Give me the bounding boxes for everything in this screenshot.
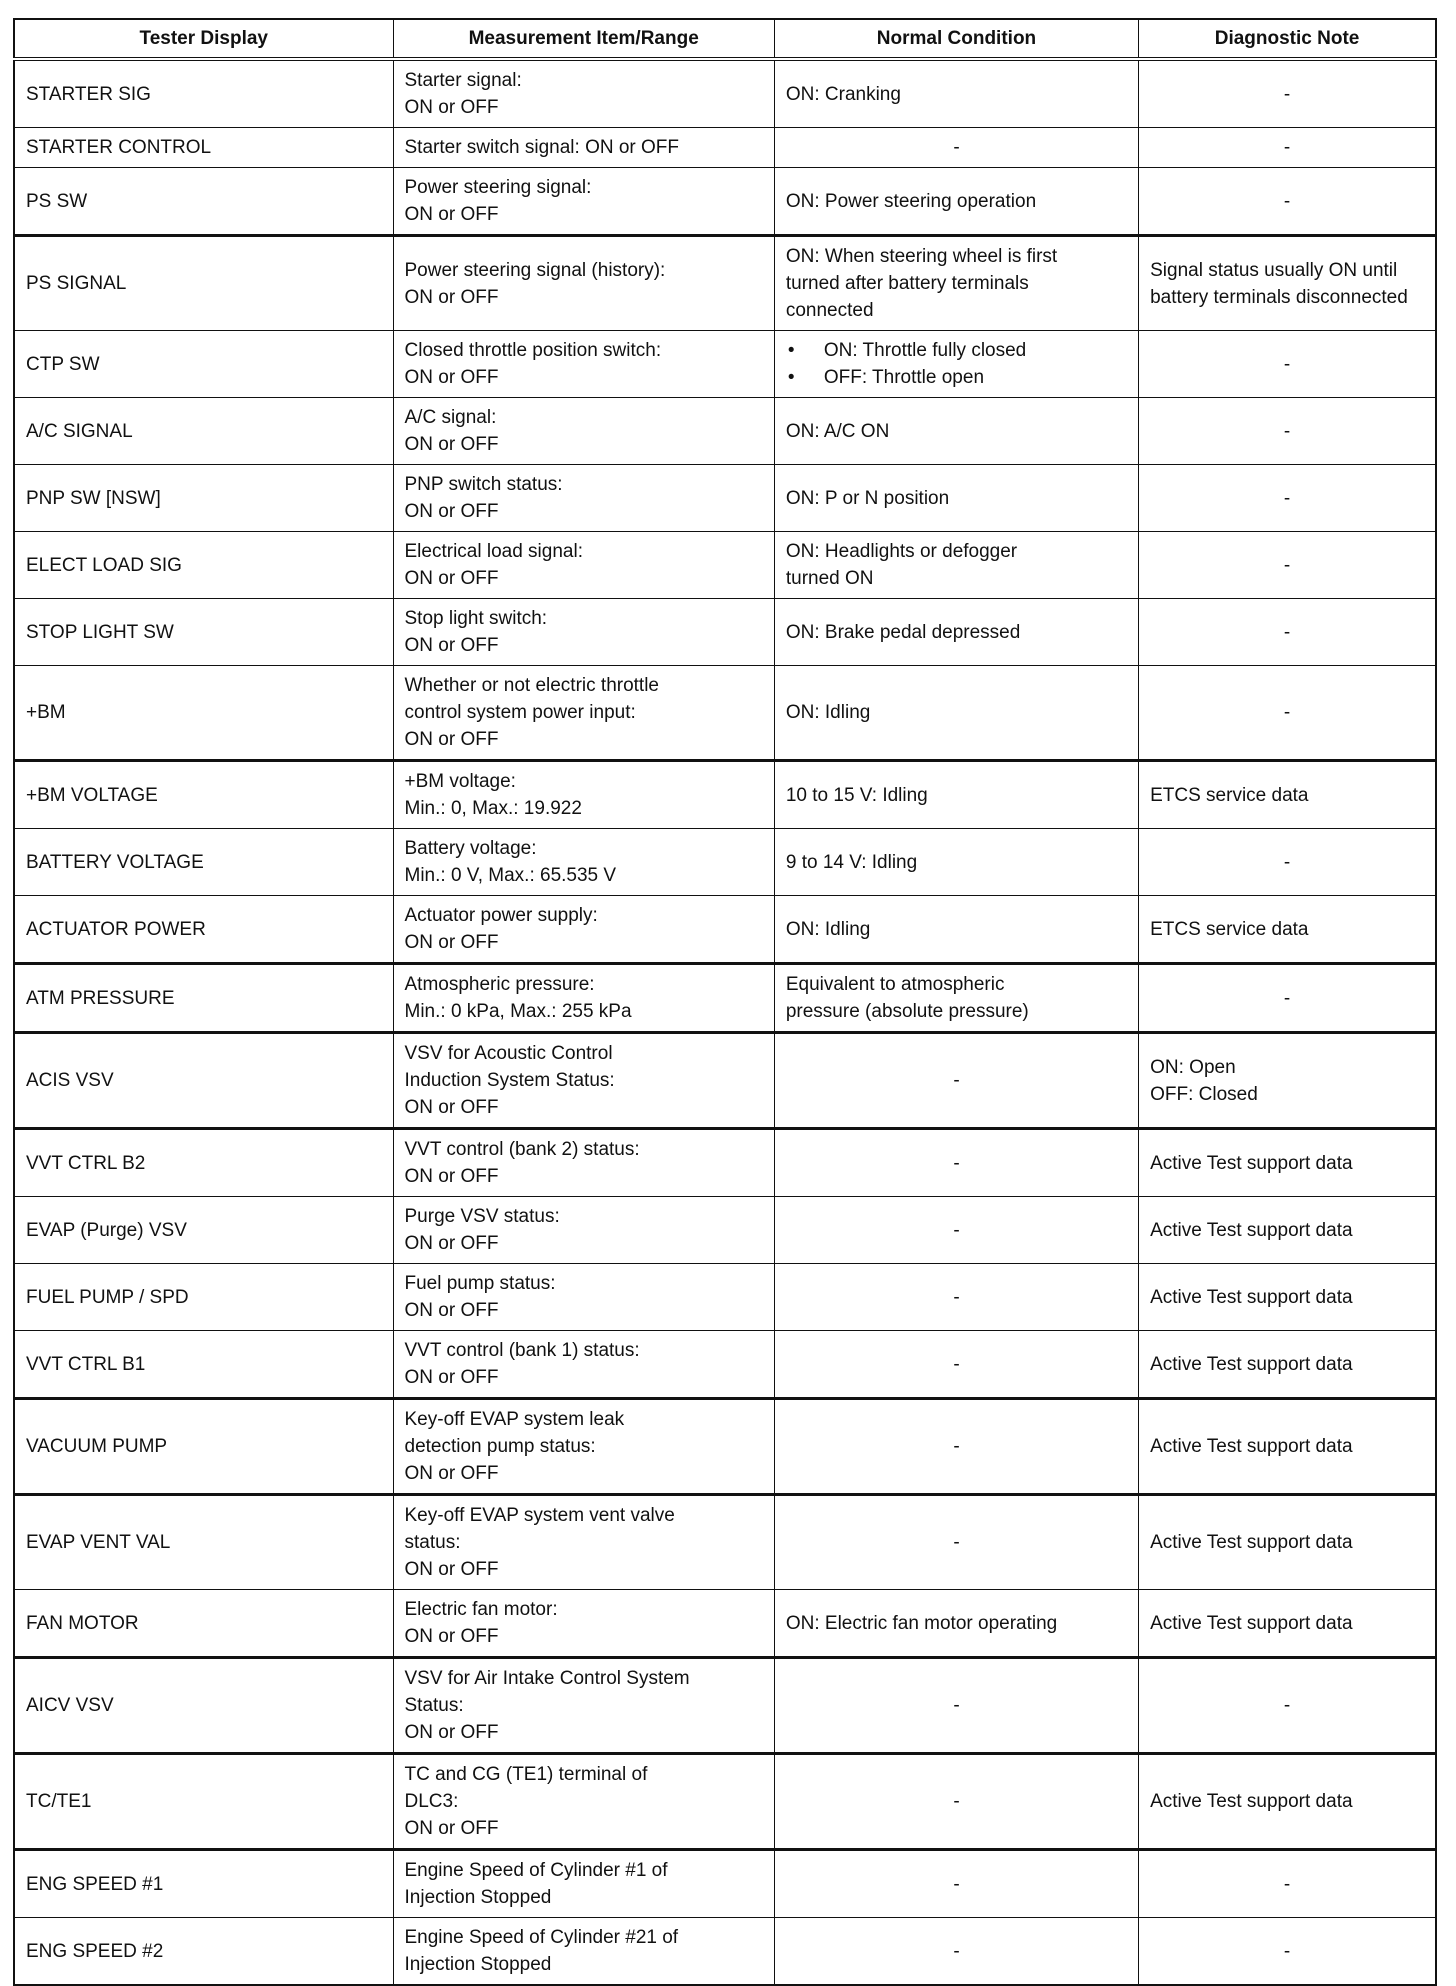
table-row bbox=[14, 1129, 1436, 1197]
cell-text-line: - bbox=[953, 137, 960, 158]
cell-text-line: Power steering signal (history): bbox=[404, 259, 666, 281]
diagnostic-note-cell bbox=[1139, 964, 1436, 1033]
tester-display-cell: ACTUATOR POWER bbox=[14, 896, 393, 964]
measurement-item-cell bbox=[393, 331, 774, 398]
measurement-item-cell bbox=[393, 1129, 774, 1197]
table-row bbox=[14, 761, 1436, 829]
tester-display-cell: +BM bbox=[14, 666, 393, 761]
measurement-item-cell bbox=[393, 761, 774, 829]
diagnostic-note-cell bbox=[1139, 465, 1436, 532]
cell-text-line: detection pump status: bbox=[404, 1436, 596, 1457]
normal-condition-cell bbox=[774, 1331, 1138, 1399]
tester-display-cell: EVAP VENT VAL bbox=[14, 1495, 393, 1590]
measurement-item-cell bbox=[393, 666, 774, 761]
table-row bbox=[14, 398, 1436, 465]
cell-text-line: ON or OFF bbox=[404, 1722, 499, 1743]
tester-display-cell: A/C SIGNAL bbox=[14, 398, 393, 465]
cell-text-line: - bbox=[1283, 554, 1291, 576]
cell-text-line: connected bbox=[785, 300, 874, 321]
tester-display-cell: CTP SW bbox=[14, 331, 393, 398]
cell-text-line: ON or OFF bbox=[404, 568, 499, 589]
table-header-row bbox=[14, 19, 1436, 59]
table-row bbox=[14, 666, 1436, 761]
cell-text-line: ON: Power steering operation bbox=[785, 190, 1037, 212]
cell-text-line: - bbox=[953, 1219, 960, 1241]
cell-text-line: ON: Idling bbox=[785, 918, 871, 940]
cell-text-line: - bbox=[953, 1286, 960, 1308]
diagnostic-note-cell bbox=[1139, 1658, 1436, 1754]
table-row bbox=[14, 532, 1436, 599]
diagnostic-note-cell bbox=[1139, 1197, 1436, 1264]
cell-text-line: Key-off EVAP system leak bbox=[404, 1409, 625, 1430]
cell-text-line: Electric fan motor: bbox=[404, 1599, 558, 1620]
table-row bbox=[14, 1197, 1436, 1264]
cell-text-line: - bbox=[1283, 621, 1291, 643]
cell-text-line: ON or OFF bbox=[404, 501, 499, 522]
table-row bbox=[14, 599, 1436, 666]
cell-text-line: - bbox=[1283, 1695, 1291, 1716]
tester-display-cell: FUEL PUMP / SPD bbox=[14, 1264, 393, 1331]
cell-text-line: - bbox=[1283, 353, 1291, 375]
diagnostic-note-cell bbox=[1139, 1399, 1436, 1495]
cell-text-line: Fuel pump status: bbox=[404, 1273, 556, 1294]
table-row bbox=[14, 1033, 1436, 1129]
table-row bbox=[14, 1850, 1436, 1918]
diagnostic-note-cell bbox=[1139, 599, 1436, 666]
tester-display-cell: AICV VSV bbox=[14, 1658, 393, 1754]
diagnostic-note-cell bbox=[1139, 398, 1436, 465]
table-row bbox=[14, 236, 1436, 331]
tester-display-cell: ELECT LOAD SIG bbox=[14, 532, 393, 599]
measurement-item-cell bbox=[393, 1264, 774, 1331]
cell-text-line: status: bbox=[404, 1532, 461, 1553]
cell-text-line: - bbox=[1283, 987, 1291, 1009]
table-row bbox=[14, 964, 1436, 1033]
table-row bbox=[14, 1658, 1436, 1754]
table-row bbox=[14, 465, 1436, 532]
cell-text-line: Purge VSV status: bbox=[404, 1206, 560, 1227]
cell-text-line: - bbox=[953, 1353, 960, 1375]
tester-display-cell: VVT CTRL B1 bbox=[14, 1331, 393, 1399]
normal-condition-cell bbox=[774, 964, 1138, 1033]
normal-condition-cell bbox=[774, 1658, 1138, 1754]
cell-text-line: VSV for Acoustic Control bbox=[404, 1043, 613, 1064]
tester-display-cell: VACUUM PUMP bbox=[14, 1399, 393, 1495]
cell-text-line: Active Test support data bbox=[1150, 1286, 1353, 1308]
cell-text-line: Injection Stopped bbox=[404, 1954, 552, 1975]
normal-condition-cell bbox=[774, 1590, 1138, 1658]
cell-text-line: +BM voltage: bbox=[404, 771, 516, 792]
cell-text-line: turned ON bbox=[785, 568, 874, 589]
cell-text-line: - bbox=[1283, 137, 1291, 158]
table-body bbox=[14, 59, 1436, 1985]
measurement-item-cell bbox=[393, 1850, 774, 1918]
measurement-item-cell bbox=[393, 1918, 774, 1986]
diagnostic-note-cell bbox=[1139, 236, 1436, 331]
cell-text-line: Active Test support data bbox=[1150, 1436, 1353, 1457]
normal-condition-cell bbox=[774, 1754, 1138, 1850]
cell-text-line: OFF: Closed bbox=[1150, 1083, 1258, 1105]
cell-text-line: ETCS service data bbox=[1150, 918, 1309, 940]
cell-text-line: Active Test support data bbox=[1150, 1612, 1353, 1634]
cell-text-line: - bbox=[953, 1070, 960, 1091]
table-row bbox=[14, 168, 1436, 236]
normal-condition-cell bbox=[774, 666, 1138, 761]
cell-text-line: Min.: 0 V, Max.: 65.535 V bbox=[404, 865, 617, 886]
table-row bbox=[14, 829, 1436, 896]
table-row bbox=[14, 1590, 1436, 1658]
normal-condition-cell bbox=[774, 1399, 1138, 1495]
cell-text-line: ON or OFF bbox=[404, 1626, 499, 1647]
diagnostic-note-cell bbox=[1139, 829, 1436, 896]
normal-condition-cell bbox=[774, 532, 1138, 599]
tester-display-cell: EVAP (Purge) VSV bbox=[14, 1197, 393, 1264]
measurement-item-cell bbox=[393, 1658, 774, 1754]
normal-condition-cell bbox=[774, 331, 1138, 398]
tester-display-cell: PS SIGNAL bbox=[14, 236, 393, 331]
cell-text-line: Battery voltage: bbox=[404, 838, 537, 859]
cell-text-line: ON: A/C ON bbox=[785, 420, 890, 442]
measurement-item-cell bbox=[393, 1033, 774, 1129]
header-tester-display: Tester Display bbox=[14, 19, 393, 59]
measurement-item-cell bbox=[393, 398, 774, 465]
measurement-item-cell bbox=[393, 1754, 774, 1850]
cell-text-line: - bbox=[1283, 1873, 1291, 1895]
cell-text-line: A/C signal: bbox=[404, 407, 497, 428]
cell-text-line: Active Test support data bbox=[1150, 1791, 1353, 1812]
normal-condition-cell bbox=[774, 465, 1138, 532]
table-row bbox=[14, 1399, 1436, 1495]
cell-text-line: Engine Speed of Cylinder #21 of bbox=[404, 1927, 679, 1948]
cell-text-line: PNP switch status: bbox=[404, 474, 563, 495]
cell-text-line: • OFF: Throttle open bbox=[786, 364, 1127, 391]
diagnostic-note-cell bbox=[1139, 1754, 1436, 1850]
cell-text-line: ETCS service data bbox=[1150, 784, 1309, 806]
cell-text-line: 10 to 15 V: Idling bbox=[785, 784, 928, 806]
cell-text-line: Min.: 0, Max.: 19.922 bbox=[404, 798, 582, 819]
measurement-item-cell bbox=[393, 829, 774, 896]
measurement-item-cell bbox=[393, 168, 774, 236]
tester-display-cell: STARTER SIG bbox=[14, 59, 393, 128]
measurement-item-cell bbox=[393, 465, 774, 532]
normal-condition-cell bbox=[774, 59, 1138, 128]
cell-text-line: ON: Open bbox=[1150, 1056, 1236, 1078]
cell-text-line: ON: When steering wheel is first bbox=[785, 246, 1058, 267]
table-row bbox=[14, 1754, 1436, 1850]
cell-text-line: - bbox=[953, 1152, 960, 1174]
header-normal-condition: Normal Condition bbox=[774, 19, 1138, 59]
normal-condition-cell bbox=[774, 829, 1138, 896]
cell-text-line: ON: Headlights or defogger bbox=[785, 541, 1018, 562]
cell-text-line: Key-off EVAP system vent valve bbox=[404, 1505, 675, 1526]
cell-text-line: ON or OFF bbox=[404, 635, 499, 656]
cell-text-line: battery terminals disconnected bbox=[1150, 286, 1408, 308]
cell-text-line: Electrical load signal: bbox=[404, 541, 583, 562]
header-measurement-item: Measurement Item/Range bbox=[393, 19, 774, 59]
cell-text-line: pressure (absolute pressure) bbox=[785, 1001, 1029, 1022]
cell-text-line: ON: Electric fan motor operating bbox=[785, 1612, 1058, 1634]
cell-text-line: 9 to 14 V: Idling bbox=[785, 851, 918, 873]
cell-text-line: - bbox=[1283, 702, 1291, 723]
cell-text-line: ON: Idling bbox=[785, 702, 871, 723]
cell-text-line: ON or OFF bbox=[404, 1097, 499, 1118]
tester-display-cell: STOP LIGHT SW bbox=[14, 599, 393, 666]
measurement-item-cell bbox=[393, 59, 774, 128]
header-diagnostic-note: Diagnostic Note bbox=[1139, 19, 1436, 59]
cell-text-line: Starter switch signal: ON or OFF bbox=[404, 137, 680, 158]
normal-condition-cell bbox=[774, 1850, 1138, 1918]
diagnostic-note-cell bbox=[1139, 666, 1436, 761]
tester-display-cell: VVT CTRL B2 bbox=[14, 1129, 393, 1197]
tester-display-cell: PNP SW [NSW] bbox=[14, 465, 393, 532]
cell-text-line: - bbox=[953, 1873, 960, 1895]
cell-text-line: ON: P or N position bbox=[785, 487, 950, 509]
cell-text-line: Actuator power supply: bbox=[404, 905, 598, 926]
cell-text-line: ON or OFF bbox=[404, 1166, 499, 1187]
tester-display-cell: PS SW bbox=[14, 168, 393, 236]
normal-condition-cell bbox=[774, 761, 1138, 829]
normal-condition-cell bbox=[774, 128, 1138, 168]
measurement-item-cell bbox=[393, 1197, 774, 1264]
measurement-item-cell bbox=[393, 599, 774, 666]
tester-display-cell: BATTERY VOLTAGE bbox=[14, 829, 393, 896]
cell-text-line: Whether or not electric throttle bbox=[404, 675, 659, 696]
normal-condition-cell bbox=[774, 1918, 1138, 1986]
cell-text-line: control system power input: bbox=[404, 702, 636, 723]
normal-condition-cell bbox=[774, 1033, 1138, 1129]
measurement-item-cell bbox=[393, 532, 774, 599]
tester-display-cell: FAN MOTOR bbox=[14, 1590, 393, 1658]
tester-display-cell: ATM PRESSURE bbox=[14, 964, 393, 1033]
normal-condition-cell bbox=[774, 398, 1138, 465]
cell-text-line: TC and CG (TE1) terminal of bbox=[404, 1764, 648, 1785]
cell-text-line: Signal status usually ON until bbox=[1150, 259, 1398, 281]
normal-condition-cell bbox=[774, 1264, 1138, 1331]
cell-text-line: - bbox=[953, 1436, 960, 1457]
measurement-item-cell bbox=[393, 1331, 774, 1399]
normal-condition-cell bbox=[774, 1129, 1138, 1197]
cell-text-line: VVT control (bank 1) status: bbox=[404, 1340, 640, 1361]
diagnostic-note-cell bbox=[1139, 532, 1436, 599]
diagnostic-note-cell bbox=[1139, 1918, 1436, 1986]
cell-text-line: Active Test support data bbox=[1150, 1219, 1353, 1241]
diagnostic-note-cell bbox=[1139, 1850, 1436, 1918]
diagnostic-note-cell bbox=[1139, 1331, 1436, 1399]
measurement-item-cell bbox=[393, 128, 774, 168]
cell-text-line: • ON: Throttle fully closed bbox=[786, 337, 1127, 364]
cell-text-line: ON: Brake pedal depressed bbox=[785, 621, 1021, 643]
diagnostic-note-cell bbox=[1139, 128, 1436, 168]
normal-condition-cell bbox=[774, 1197, 1138, 1264]
tester-display-cell: +BM VOLTAGE bbox=[14, 761, 393, 829]
diagnostic-note-cell bbox=[1139, 896, 1436, 964]
cell-text-line: ON or OFF bbox=[404, 367, 499, 388]
cell-text-line: ON or OFF bbox=[404, 97, 499, 118]
normal-condition-cell bbox=[774, 168, 1138, 236]
measurement-item-cell bbox=[393, 1495, 774, 1590]
table-row bbox=[14, 1495, 1436, 1590]
table-row bbox=[14, 1331, 1436, 1399]
table-row bbox=[14, 896, 1436, 964]
cell-text-line: - bbox=[1283, 1940, 1291, 1962]
measurement-item-cell bbox=[393, 964, 774, 1033]
cell-text-line: turned after battery terminals bbox=[785, 273, 1029, 294]
table-row bbox=[14, 1918, 1436, 1986]
cell-text-line: - bbox=[953, 1532, 960, 1553]
diagnostic-note-cell bbox=[1139, 1264, 1436, 1331]
cell-text-line: - bbox=[953, 1695, 960, 1716]
cell-text-line: - bbox=[1283, 851, 1291, 873]
cell-text-line: - bbox=[953, 1791, 960, 1812]
tester-display-cell: TC/TE1 bbox=[14, 1754, 393, 1850]
diagnostic-note-cell bbox=[1139, 59, 1436, 128]
cell-text-line: Injection Stopped bbox=[404, 1887, 552, 1908]
cell-text-line: ON or OFF bbox=[404, 1367, 499, 1388]
cell-text-line: Power steering signal: bbox=[404, 177, 592, 198]
tester-display-cell: ENG SPEED #1 bbox=[14, 1850, 393, 1918]
normal-condition-cell bbox=[774, 896, 1138, 964]
cell-text-line: ON or OFF bbox=[404, 729, 499, 750]
measurement-item-cell bbox=[393, 236, 774, 331]
measurement-item-cell bbox=[393, 1590, 774, 1658]
cell-text-line: Starter signal: bbox=[404, 70, 522, 91]
cell-text-line: Stop light switch: bbox=[404, 608, 548, 629]
cell-text-line: Status: bbox=[404, 1695, 464, 1716]
cell-text-line: - bbox=[1283, 83, 1291, 105]
diagnostic-note-cell bbox=[1139, 1033, 1436, 1129]
cell-text-line: Equivalent to atmospheric bbox=[785, 974, 1005, 995]
cell-text-line: ON: Cranking bbox=[785, 83, 901, 105]
cell-text-line: ON or OFF bbox=[404, 932, 499, 953]
normal-condition-cell bbox=[774, 599, 1138, 666]
cell-text-line: ON or OFF bbox=[404, 204, 499, 225]
cell-text-line: Min.: 0 kPa, Max.: 255 kPa bbox=[404, 1001, 632, 1022]
cell-text-line: Atmospheric pressure: bbox=[404, 974, 595, 995]
diagnostic-note-cell bbox=[1139, 1590, 1436, 1658]
measurement-item-cell bbox=[393, 1399, 774, 1495]
cell-text-line: - bbox=[1283, 420, 1291, 442]
tester-display-cell: ACIS VSV bbox=[14, 1033, 393, 1129]
tester-display-cell: ENG SPEED #2 bbox=[14, 1918, 393, 1986]
table-row bbox=[14, 59, 1436, 128]
cell-text-line: ON or OFF bbox=[404, 1818, 499, 1839]
cell-text-line: ON or OFF bbox=[404, 1300, 499, 1321]
diagnostic-note-cell bbox=[1139, 331, 1436, 398]
table-row bbox=[14, 331, 1436, 398]
cell-text-line: Active Test support data bbox=[1150, 1152, 1353, 1174]
cell-text-line: Closed throttle position switch: bbox=[404, 340, 662, 361]
cell-text-line: DLC3: bbox=[404, 1791, 459, 1812]
cell-text-line: Active Test support data bbox=[1150, 1353, 1353, 1375]
diagnostic-note-cell bbox=[1139, 1495, 1436, 1590]
diagnostic-note-cell bbox=[1139, 1129, 1436, 1197]
tester-display-cell: STARTER CONTROL bbox=[14, 128, 393, 168]
cell-text-line: ON or OFF bbox=[404, 1463, 499, 1484]
cell-text-line: - bbox=[1283, 487, 1291, 509]
cell-text-line: Active Test support data bbox=[1150, 1532, 1353, 1553]
cell-text-line: ON or OFF bbox=[404, 434, 499, 455]
data-list-table bbox=[13, 18, 1437, 1986]
diagnostic-note-cell bbox=[1139, 168, 1436, 236]
measurement-item-cell bbox=[393, 896, 774, 964]
normal-condition-cell bbox=[774, 236, 1138, 331]
table-row bbox=[14, 128, 1436, 168]
cell-text-line: ON or OFF bbox=[404, 286, 499, 308]
cell-text-line: - bbox=[1283, 190, 1291, 212]
cell-text-line: Induction System Status: bbox=[404, 1070, 615, 1091]
normal-condition-cell bbox=[774, 1495, 1138, 1590]
cell-text-line: Engine Speed of Cylinder #1 of bbox=[404, 1860, 668, 1881]
table-row bbox=[14, 1264, 1436, 1331]
cell-text-line: - bbox=[953, 1940, 960, 1962]
diagnostic-note-cell bbox=[1139, 761, 1436, 829]
cell-text-line: VSV for Air Intake Control System bbox=[404, 1668, 690, 1689]
cell-text-line: ON or OFF bbox=[404, 1233, 499, 1254]
cell-text-line: VVT control (bank 2) status: bbox=[404, 1139, 640, 1160]
cell-text-line: ON or OFF bbox=[404, 1559, 499, 1580]
